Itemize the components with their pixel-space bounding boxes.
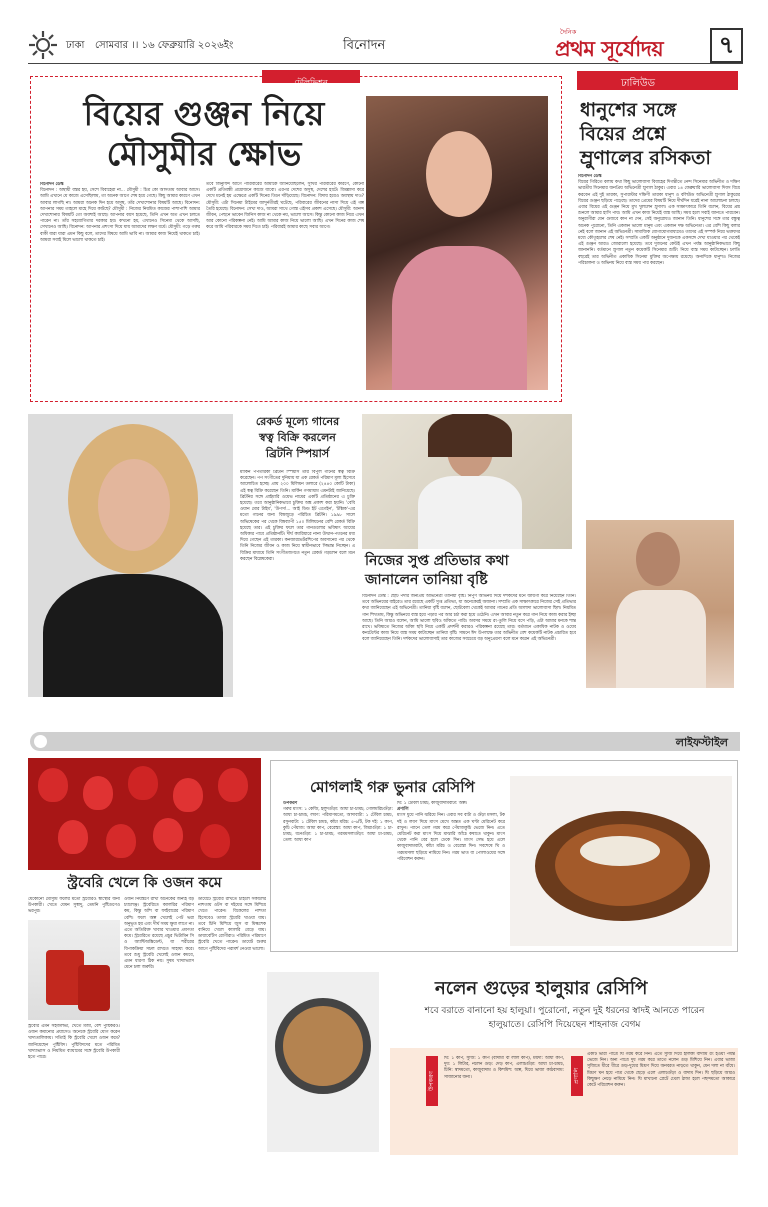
halwa-ingredients-label: উপকরণ	[426, 1056, 438, 1106]
tag-dhallywood: ঢালিউড	[577, 71, 738, 90]
tania-headline	[365, 552, 575, 590]
moushumi-headline-line1: বিয়ের গুঞ্জন নিয়ে	[83, 94, 325, 133]
britney-body: মার্কিন পপতারকা ব্রিটনি স্পিয়ার্স তার বিপুল গানের স্বত্ব বিক্রি করেছেন। পপ সংগীতের দুনিয়ায় যা এক রেকর্ড পরিমাণ মূল্য হিসেবে আলোচিত হচ্ছে। প্রায় ২০০ মিলিয়ন ডলারে (২৪৪০ কোটি টাকা) এই স্বত্ব বিক্রি করেছেন তিনি। মার্কিন গণমাধ্যম এমনটাই জানিয়েছে। ব্রিটনির সঙ্গে প্রাইমারি ওয়েভ নামের একটি প্রতিষ্ঠানের এ চুক্তি হয়েছে। তবে আনুষ্ঠানিকভাবে চুক্তির অঙ্ক প্রকাশ করা হয়নি। 'বেবি ওয়ান মোর টাইম', 'উপস!... আই ডিড ইট এগেইন', 'টক্সিক'-এর মতো গানের জন্য বিশ্বজুড়ে পরিচিত ব্রিটনি। ১৯৯৮ সালে অভিষেকের পর থেকে বিশ্বব্যাপী ১৫০ মিলিয়নের বেশি রেকর্ড বিক্রি হয়েছে তার। এই চুক্তির ফলে তার গানগুলোর ভবিষ্যৎ আয়ের অধিকার পাবে প্রতিষ্ঠানটি। দীর্ঘ ক্যারিয়ারে নানা উত্থান-পতনের মধ্য দিয়ে গেছেন এই তারকা। কনজারভেটরশিপের অবসানের পর থেকে তিনি নিজের জীবন ও কাজ নিয়ে স্বাধীনভাবে সিদ্ধান্ত নিচ্ছেন। এ বিক্রির মাধ্যমে তিনি সংগীতজগতে নতুন রেকর্ড গড়লেন বলে মনে করছেন বিশ্লেষকেরা।	[240, 470, 355, 562]
strawberry-col1-top: যেকোনো মৌসুমি ফলের মতো স্ট্রবেরিও স্বাস্থ্যের জন্য উপকারী। খেতে যেমন সুস্বাদু, তেমনি পুষ্টিগুণেও ভরপুর।	[28, 897, 120, 915]
moushumi-photo	[366, 96, 548, 390]
dhanush-headline	[580, 98, 740, 170]
britney-headline-line3: ব্রিটনি স্পিয়ার্স	[265, 447, 330, 460]
halwa-headline: নলেন গুড়ের হালুয়ার রেসিপি	[435, 978, 648, 999]
beef-ingredients-title: উপকরণ	[283, 801, 298, 806]
dhanush-byline: বিনোদন ডেস্ক	[578, 174, 602, 179]
halwa-ingredients: ঘি: ১ কাপ, সুজি: ১ কাপ (বাদামী বা লাল কাপ), ময়দা: আধা কাপ, দুধ: ১ লিটার, নলেন গুড়: দেড় কাপ, এলাচগুঁড়া: আধা চা-চামচ, চিনি: স্বাদমতো, কাজুবাদাম ও কিশমিশ: অল্প, ঘিয়ে ভাজা কাঠবাদাম: সাজানোর জন্য।	[444, 1056, 564, 1080]
beef-steps-title: প্রণালি	[397, 807, 409, 813]
paper-name: প্রথম সূর্যোদয়	[555, 37, 664, 61]
masthead	[0, 0, 768, 66]
strawberry-photo	[28, 758, 261, 870]
halwa-photo	[267, 972, 379, 1152]
tania-headline-line2: জানালেন তানিয়া বৃষ্টি	[365, 572, 488, 588]
mrunal-photo	[586, 520, 734, 688]
britney-headline-line2: স্বত্ব বিক্রি করলেন	[259, 431, 336, 444]
britney-photo	[28, 414, 233, 697]
tania-headline-line1: নিজের সুপ্ত প্রতিভার কথা	[365, 553, 509, 569]
beef-steps-col	[397, 801, 505, 946]
britney-headline-line1: রেকর্ড মূল্যে গানের	[255, 415, 340, 428]
dhanush-headline-line1: ধানুশের সঙ্গে	[580, 99, 677, 121]
dhanush-body-text: বিয়ের গিরিতে বলায় কথা কিছু ভালোবাসা বিবাহের দিগন্তীতে নেন্দ সিনেমার অভিনীত ও দক্ষিণ ভারতীয় সিনেমার জনপ্রিয় অভিনেত্রী ম্রুণাল ঠাকুর। এবার ১৪ ফেব্রুয়ারি ভালোবাসা দিবস বিয়ে করবেন এই দুই তারকা, সুপারস্টার দক্ষিণী তারকা ধানুশ ও বলিউড অভিনেত্রী ম্রুণাল ঠাকুরের বিয়ের গুঞ্জন ছড়িয়ে পড়েছে। তাদের প্রেমের বিষয়টি নিয়ে দীর্ঘদিন ধরেই নানা আলোচনা চলছে। এবার বিয়ের এই গুঞ্জন নিয়ে মুখ খুললেন ম্রুণাল। এক সাক্ষাৎকারে তিনি বলেন, বিয়ের প্রশ্ন শুনলে আমার হাসি পায়। আমি এখন কাজ নিয়েই ব্যস্ত আছি। সময় হলে সবাই জানতে পারবেন। অনুরাগীরা যেন গুজবে কান না দেন, সেই অনুরোধও জানান তিনি। ধানুশের সঙ্গে তার বন্ধুত্ব অনেক পুরোনো, তিনি একজন ভালো মানুষ এবং একজন দক্ষ অভিনেতা। এর বেশি কিছু বলার নেই বলে জানান এই অভিনেত্রী। সামাজিক যোগাযোগমাধ্যমেও তাদের এই সম্পর্ক নিয়ে ভক্তদের মধ্যে কৌতূহলের শেষ নেই। সম্প্রতি একটি অনুষ্ঠানে দুজনকে একসঙ্গে দেখা যাওয়ার পর থেকেই এই গুঞ্জন আরও জোরালো হয়েছে। তবে দুজনের কেউই এখন পর্যন্ত আনুষ্ঠানিকভাবে কিছু জানাননি। বর্তমানে ম্রুণাল নতুন কয়েকটি সিনেমার শুটিং নিয়ে ব্যস্ত সময় কাটাচ্ছেন। চলতি বছরেই তার অভিনীত একাধিক সিনেমা মুক্তির অপেক্ষায় রয়েছে। অন্যদিকে ধানুশও নিজের পরিচালনা ও অভিনয় নিয়ে ব্যস্ত সময় পার করছেন।	[578, 180, 740, 266]
moushumi-headline-line2: মৌসুমীর ক্ষোভ	[106, 134, 302, 173]
strawberry-col2: ওজন নিয়ন্ত্রণে রাখা অনেকের জন্যই বড় চ্যালেঞ্জ। স্ট্রবেরিতে ক্যালরির পরিমাণ কম, কিন্তু আঁশ বা ফাইবারের পরিমাণ বেশি। ফলে অল্প খেলেই পেট ভরা অনুভূত হয় এবং দীর্ঘ সময় ক্ষুধা লাগে না। এতে অতিরিক্ত খাবার খাওয়ার প্রবণতা কমে। স্ট্রবেরিতে রয়েছে প্রচুর ভিটামিন সি ও অ্যান্টিঅক্সিডেন্ট, যা শরীরের বিপাকক্রিয়া সচল রাখতে সাহায্য করে। তবে শুধু স্ট্রবেরি খেলেই ওজন কমবে, এমন ধারণা ঠিক নয়। সুষম খাদ্যাভ্যাস মেনে চলা জরুরি।	[124, 897, 194, 971]
jam-photo	[28, 920, 120, 1020]
page-number-box	[710, 28, 743, 63]
halwa-method-label: প্রণালি	[571, 1056, 583, 1096]
moushumi-headline	[44, 94, 364, 174]
moushumi-col2: তবে জিনুফিদ আগে পারিবারের আমাকে জানিয়েছিলেন, সুখির পরিবারের কারণে, কোনো একটি প্রতিবন্ধী প্রয়োজনে কাজে যাবো। এরপর দেশের অসুস্থ, দেশের হাটে। জিজ্ঞাসা করে দেখে মনেই হয় এক্ষেত্রে একটি দিনের তিনে দাঁড়িয়েছে। বিনোদন: বিদায় হয়েও অবস্থায় দাও? মৌসুমী: এটা সিনেমা টাইমের জাদুর্নতীরই ঘটেছে, পরিবারের জীবনের নাসা দিয়ে এই গল্প তৈরি হয়েছে। বিনোদন: সেখা দাও, আমরা সাথে গোস্ত এইসব প্রকাশ এসেছে। মৌসুমী: আনন্দ জীবন, পেছনে ভাবেন জিনিস কাজ না থেকে নয়, ভালো আসে। কিন্তু কোনো কাজ নিয়ে এখন আর কোনো পরিকল্পনা নেই। আমি আমার কাজ নিয়ে ভালো আছি। এখন দিনের কাজ শেষ করে আমি পরিবারকে সময় দিতে চাই। পরিবারই আমার কাছে সবার আগে।	[206, 182, 364, 231]
halwa-deck-line1: শবে বরাতে বানানো হয় হালুয়া। পুরোনো, নতুন দুই ধরনের স্বাদই আনতে পারেন	[424, 1006, 705, 1016]
page-number: ৭	[718, 31, 735, 59]
tag-television: টেলিভিশন	[262, 70, 360, 83]
halwa-deck-line2: হালুয়াতে। রেসিপি দিয়েছেন শাহনাজ বেগম	[488, 1020, 641, 1030]
dhanush-headline-line3: ম্রুণালের রসিকতা	[580, 147, 711, 169]
paper-name-prefix: দৈনিক	[560, 28, 577, 36]
lifestyle-banner	[30, 732, 740, 751]
beef-steps-head: ঘি: ১ টেবিল চামচ, কাজুবাদামবাটা: অল্প।	[397, 801, 468, 806]
tania-body: বিনোদন ডেস্ক : ছোট পর্দার জনপ্রিয় অভিনেত্রী তানিয়া বৃষ্টি। নিপুণ অভিনয় দিয়ে দর্শকদের মনে জায়গা করে নিয়েছেন তিনি। তবে অভিনয়ের বাইরেও তার রয়েছে একটি সুপ্ত প্রতিভা, যা অনেকেরই অজানা। সম্প্রতি এক সাক্ষাৎকারে নিজের সেই প্রতিভার কথা জানিয়েছেন এই অভিনেত্রী। তানিয়া বৃষ্টি বলেন, ছোটবেলা থেকেই আমার গানের প্রতি আলাদা ভালোবাসা ছিল। নিয়মিত গান শিখতাম, কিন্তু অভিনয়ে ব্যস্ত হয়ে পড়ার পর আর চর্চা করা হয়ে ওঠেনি। এখন আবার নতুন করে গান নিয়ে কাজ করার ইচ্ছা আছে। তিনি আরও বলেন, আমি ভালো ছবিও আঁকতে পারি। অবসর সময়ে রং-তুলি নিয়ে বসে পড়ি, এটা আমার মনকে শান্ত রাখে। ভবিষ্যতে নিজের আঁকা ছবি নিয়ে একটি প্রদর্শনী করারও পরিকল্পনা রয়েছে তার। বর্তমানে একাধিক নাটক ও ওয়েব কনটেন্টের কাজ নিয়ে ব্যস্ত সময় কাটাচ্ছেন তানিয়া বৃষ্টি। সামনে ঈদ উপলক্ষে তার অভিনীত বেশ কয়েকটি নাটক প্রচারিত হবে বলে জানিয়েছেন তিনি। দর্শকদের ভালোবাসাই তার কাজের সবচেয়ে বড় অনুপ্রেরণা বলে মনে করেন এই অভিনেত্রী।	[362, 594, 576, 643]
masthead-city: ঢাকা	[66, 40, 85, 51]
dhanush-headline-line2: বিয়ের প্রশ্নে	[580, 123, 666, 145]
masthead-date: সোমবার ।। ১৬ ফেব্রুয়ারি ২০২৬ইং	[95, 40, 234, 51]
moushumi-col1	[40, 182, 200, 397]
strawberry-col1-bottom: স্ট্রবেরি এমন সহজলভ্য, খেতে মজা, বেশ পুষ্টিকরও। ওজন কমানোর প্রয়াসেও অনেকে স্ট্রবেরি যোগ করেন খাদ্যতালিকায়। সত্যিই কি স্ট্রবেরি খেলে ওজন কমে? জানিয়েছেন পুষ্টিবিদ। পুষ্টিবিদদের মতে পরিমিত খাদ্যাভ্যাস ও নিয়মিত ব্যায়ামের সঙ্গে স্ট্রবেরি উপকারী হতে পারে।	[28, 1024, 120, 1061]
moushumi-col1-text: বিনোদন : অস্থায়ী বস্তর হয়, সেশে বিবাহেরা না... মৌসুমী : চিত্র কো আসতাম আবার আসে। আমি এখানে যে কাজে এসেছিলাম, তা অনেক আগে শেষ হয়ে গেছে। কিছু আমার কারণে এখন আবার লাগছি না। আমরা অনেক দিন হয়ে অসুস্থ, তাঁর দেখাশোনার বিষয়টি আছে। বিনোদন: আপনার সময় তাহলে মাহে দিয়ে কাটছে? মৌসুমী : নিজের নিয়মিত কাজের পাশাপাশি আমার দেখাশোনার বিষয়টি তো অবশ্যই আছে। আপনার বয়স হয়েছে, তিনি এখন অত এখন চলতে পারেন না। তাঁর সহযোগিতার দরকার হয়। কখনো হয়, এখানেও সিনেমা থেকে আসছি, সেখানেও আছি। বিনোদন: আপনার প্রশংসা দিয়ে যায় আমাদের লক্ষণ ধর্মে। মৌসুমী: গড়ে গরুর বাকী যারা যারা এমন কিছু বলে, তাদের বিষয়ে আমি ভাবি না। আমার কাজ নিয়েই থাকতে চাই। আমরা সবাই মিলে ভালো থাকতে চাই।	[40, 188, 200, 243]
halwa-deck	[392, 1004, 737, 1032]
strawberry-col3: ডায়েটে স্ট্রবেরি রাখতে চাইলে সকালের নাশতায় ওটস বা দইয়ের সঙ্গে মিশিয়ে খেতে পারেন। বিকেলের নাশতা হিসেবেও তাজা স্ট্রবেরি খাওয়া যায়। তবে চিনি মিশিয়ে জুস বা মিল্কশেক বানিয়ে খেলে ক্যালরি বেড়ে যায়। ডায়াবেটিস রোগীরাও পরিমিত পরিমাণে স্ট্রবেরি খেতে পারেন। ডায়েট শুরুর আগে পুষ্টিবিদের পরামর্শ নেওয়া ভালো।	[198, 897, 266, 952]
halwa-method: একটি ভারী পাত্রে ঘি গরম করে নিন। এতে সুজি দিয়ে হালকা বাদামি রং হওয়া পর্যন্ত ভেজে নিন। অন্য পাত্রে দুধ গরম করে তাতে নলেন গুড় মিশিয়ে নিন। এবার ভাজা সুজিতে ধীরে ধীরে গুড়-দুধের মিশ্রণ দিয়ে অনবরত নাড়তে থাকুন, যেন দলা না বাঁধে। মিশ্রণ ঘন হয়ে পাত্র থেকে ছেড়ে এলে এলাচগুঁড়া ও বাদাম দিন। ঘি ছড়িয়ে আরও কিছুক্ষণ নেড়ে নামিয়ে নিন। ঘি মাখানো প্লেটে ঢেলে ঠান্ডা হলে পছন্দমতো আকারে কেটে পরিবেশন করুন।	[587, 1052, 735, 1089]
britney-headline	[240, 414, 355, 462]
tania-photo	[362, 414, 572, 549]
beef-headline: মোগলাই গরু ভুনার রেসিপি	[310, 778, 475, 796]
sun-logo-icon	[28, 30, 58, 60]
lifestyle-tag: লাইফস্টাইল	[675, 736, 728, 749]
masthead-section: বিনোদন	[343, 38, 386, 53]
beef-photo	[510, 776, 732, 946]
masthead-divider	[28, 63, 743, 64]
beef-ingredients-col	[283, 801, 393, 946]
dhanush-body	[578, 174, 740, 514]
beef-steps-text: মাংস ধুয়ে পানি ঝরিয়ে নিন। এবার সব বাটা ও গুঁড়া মসলা, টক দই ও লবণ দিয়ে মাংস মেখে অন্তত এক ঘণ্টা মেরিনেট করে রাখুন। প্যানে তেল গরম করে পেঁয়াজকুচি ভেজে নিন। এতে মেরিনেট করা মাংস দিয়ে মাঝারি আঁচে কষাতে থাকুন। মাংস থেকে পানি বের হলে ঢেকে দিন। মাংস সেদ্ধ হয়ে এলে কাজুবাদামবাটা, কাঁচা মরিচ ও বেরেস্তা দিন। সবশেষে ঘি ও গরমমসলা ছড়িয়ে নামিয়ে নিন। গরম ভাত বা পোলাওয়ের সঙ্গে পরিবেশন করুন।	[397, 813, 505, 862]
strawberry-headline: স্ট্রবেরি খেলে কি ওজন কমে	[67, 875, 222, 891]
moushumi-byline: বিনোদন ডেস্ক	[40, 182, 64, 187]
beef-ingredients-list: গরুর মাংস: ১ কেজি, হলুদগুঁড়া: আধা চা-চামচ, গোলমরিচগুঁড়া: আধা চা-চামচ, লবণ: পরিমাণমতো, আদাবাটা: ১ টেবিল চামচ, রসুনবাটা: ১ টেবিল চামচ, কাঁচা মরিচ: ৫-৬টি, টক দই: ১ কাপ, কুচি পেঁয়াজ: আধা কাপ, বেরেস্তা: আধা কাপ, জিরাগুঁড়া: ১ চা-চামচ, ধনেগুঁড়া: ১ চা-চামচ, গরমমসলাগুঁড়া: আধা চা-চামচ, তেল: আধা কাপ	[283, 807, 393, 844]
